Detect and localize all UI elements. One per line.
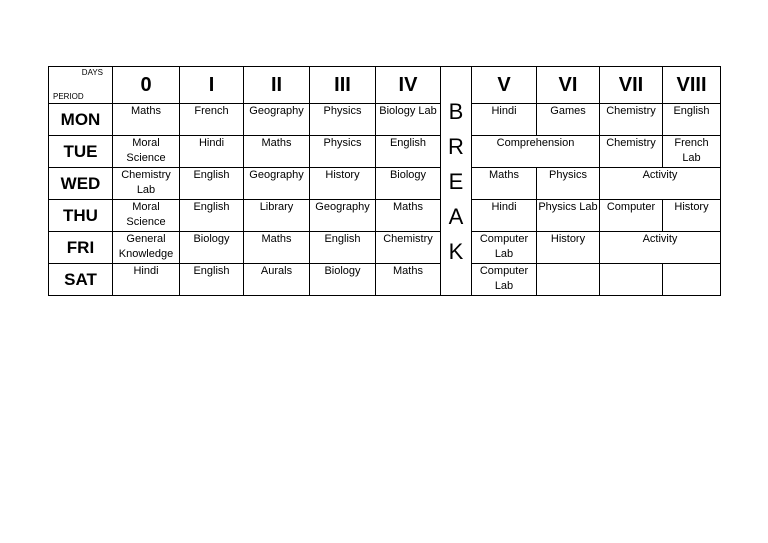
subject-cell: French Lab bbox=[663, 136, 721, 168]
subject-cell: Chemistry bbox=[600, 136, 663, 168]
table-row bbox=[49, 168, 721, 200]
subject-cell: Physics bbox=[310, 136, 376, 168]
subject-cell: Physics bbox=[310, 104, 376, 136]
subject-cell: Moral Science bbox=[113, 200, 180, 232]
period-header-2: II bbox=[244, 67, 310, 104]
subject-cell: Maths bbox=[244, 232, 310, 264]
subject-cell: Biology bbox=[310, 264, 376, 296]
subject-cell: Hindi bbox=[472, 200, 537, 232]
subject-cell bbox=[600, 264, 663, 296]
subject-cell: Physics Lab bbox=[537, 200, 600, 232]
period-header-7: VII bbox=[600, 67, 663, 104]
period-header-3: III bbox=[310, 67, 376, 104]
subject-cell: English bbox=[663, 104, 721, 136]
subject-cell: History bbox=[310, 168, 376, 200]
subject-cell: Physics bbox=[537, 168, 600, 200]
subject-cell: Maths bbox=[472, 168, 537, 200]
table-row bbox=[49, 264, 721, 296]
day-label: THU bbox=[49, 200, 113, 232]
subject-cell: Chemistry Lab bbox=[113, 168, 180, 200]
subject-cell bbox=[537, 264, 600, 296]
period-header-0: 0 bbox=[113, 67, 180, 104]
subject-cell: Maths bbox=[376, 200, 441, 232]
subject-cell: French bbox=[180, 104, 244, 136]
subject-cell: Geography bbox=[310, 200, 376, 232]
table-row bbox=[49, 136, 721, 168]
subject-cell: Chemistry bbox=[600, 104, 663, 136]
subject-cell: Maths bbox=[113, 104, 180, 136]
break-letter: A bbox=[448, 203, 464, 229]
header-row bbox=[49, 67, 721, 104]
day-label: FRI bbox=[49, 232, 113, 264]
subject-cell: History bbox=[537, 232, 600, 264]
subject-cell: History bbox=[663, 200, 721, 232]
subject-cell: English bbox=[376, 136, 441, 168]
subject-cell: Activity bbox=[600, 168, 721, 200]
subject-cell: Maths bbox=[244, 136, 310, 168]
subject-cell: English bbox=[180, 200, 244, 232]
subject-cell: Comprehension bbox=[472, 136, 600, 168]
subject-cell bbox=[663, 264, 721, 296]
subject-cell: Maths bbox=[376, 264, 441, 296]
break-column bbox=[441, 67, 472, 296]
period-header-8: VIII bbox=[663, 67, 721, 104]
day-label: SAT bbox=[49, 264, 113, 296]
subject-cell: Chemistry bbox=[376, 232, 441, 264]
subject-cell: English bbox=[180, 264, 244, 296]
subject-cell: Computer Lab bbox=[472, 232, 537, 264]
subject-cell: Library bbox=[244, 200, 310, 232]
subject-cell: Geography bbox=[244, 104, 310, 136]
day-label: WED bbox=[49, 168, 113, 200]
table-row bbox=[49, 200, 721, 232]
subject-cell: Biology bbox=[180, 232, 244, 264]
subject-cell: Moral Science bbox=[113, 136, 180, 168]
subject-cell: Biology Lab bbox=[376, 104, 441, 136]
subject-cell: Aurals bbox=[244, 264, 310, 296]
subject-cell: Activity bbox=[600, 232, 721, 264]
period-header-1: I bbox=[180, 67, 244, 104]
break-letter: B bbox=[448, 98, 464, 124]
break-letter: E bbox=[448, 168, 464, 194]
table-row bbox=[49, 104, 721, 136]
days-label: DAYS bbox=[81, 68, 103, 77]
period-header-5: V bbox=[472, 67, 537, 104]
period-header-6: VI bbox=[537, 67, 600, 104]
subject-cell: Biology bbox=[376, 168, 441, 200]
day-label: MON bbox=[49, 104, 113, 136]
subject-cell: English bbox=[180, 168, 244, 200]
subject-cell: English bbox=[310, 232, 376, 264]
subject-cell: Games bbox=[537, 104, 600, 136]
subject-cell: Hindi bbox=[180, 136, 244, 168]
corner-cell bbox=[49, 67, 113, 104]
subject-cell: Computer Lab bbox=[472, 264, 537, 296]
period-header-4: IV bbox=[376, 67, 441, 104]
period-label: PERIOD bbox=[53, 92, 84, 101]
break-letter: R bbox=[448, 133, 464, 159]
subject-cell: General Knowledge bbox=[113, 232, 180, 264]
table-row bbox=[49, 232, 721, 264]
subject-cell: Computer bbox=[600, 200, 663, 232]
subject-cell: Hindi bbox=[113, 264, 180, 296]
timetable bbox=[48, 66, 721, 296]
break-letter: K bbox=[448, 238, 464, 264]
subject-cell: Geography bbox=[244, 168, 310, 200]
day-label: TUE bbox=[49, 136, 113, 168]
subject-cell: Hindi bbox=[472, 104, 537, 136]
